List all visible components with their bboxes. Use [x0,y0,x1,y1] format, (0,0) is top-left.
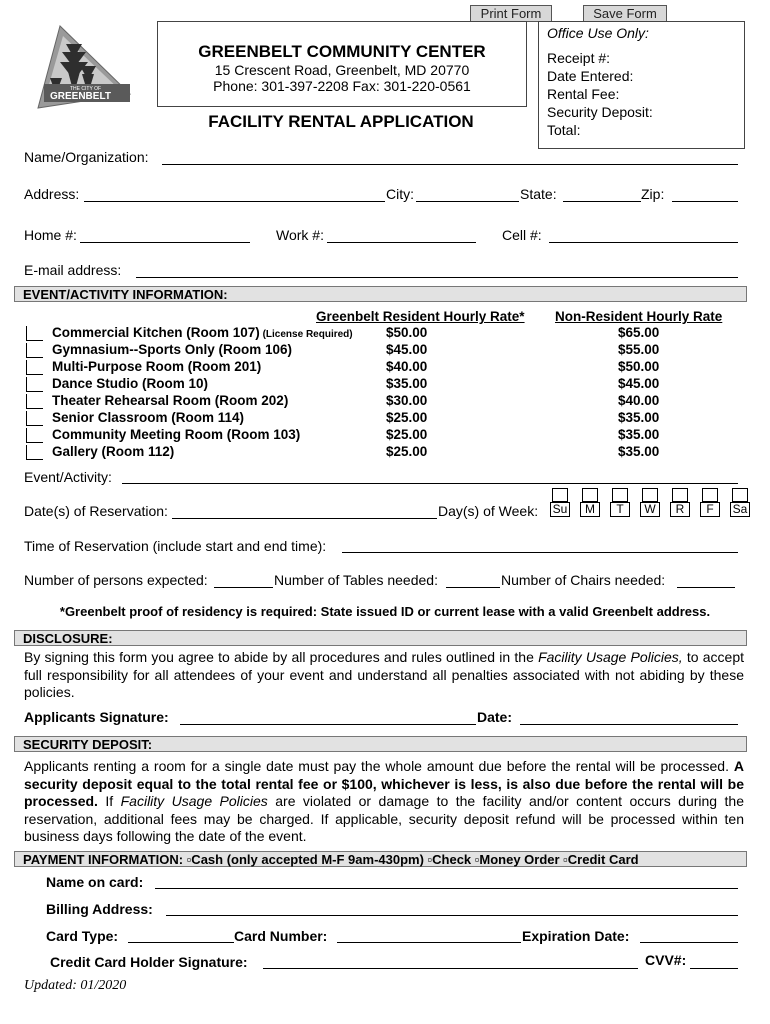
name-on-card-label: Name on card: [46,874,144,890]
disclosure-header: DISCLOSURE: [14,630,747,646]
resident-rate: $25.00 [386,410,428,425]
applicant-signature-label: Applicants Signature: [24,709,169,725]
form-title: FACILITY RENTAL APPLICATION [208,112,474,131]
card-number-field[interactable] [337,942,521,943]
zip-label: Zip: [641,186,665,202]
room-name: Community Meeting Room (Room 103) [52,427,301,442]
security-deposit-text: Applicants renting a room for a single date must pay the whole amount due before the rental will be processed. A security deposit equal to the total rental fee or $100, whichever is less, is also due before the rental will be processed. If Facility Usage Policies are violated or damage to the facility and/or content occurs during the reservation, additional fees may be charged. If applicable, security deposit refund will be processed within ten business days following the date of the event. [24,758,744,844]
name-org-label: Name/Organization: [24,149,149,165]
day-option[interactable] [670,488,688,516]
nonresident-rate: $35.00 [618,427,660,442]
room-name: Commercial Kitchen (Room 107) (License Required) [52,325,353,340]
residency-note: *Greenbelt proof of residency is required: State issued ID or current lease with a valid Greenbelt address. [59,604,711,619]
resident-rate: $45.00 [386,342,428,357]
work-phone-label: Work #: [276,227,324,243]
day-label: T [610,502,630,517]
office-security-deposit-label: Security Deposit: [547,104,653,120]
city-field[interactable] [416,201,519,202]
day-checkbox[interactable] [642,488,658,502]
day-checkbox[interactable] [582,488,598,502]
svg-text:THE CITY OF: THE CITY OF [70,86,102,92]
name-on-card-field[interactable] [155,888,738,889]
card-type-label: Card Type: [46,928,119,944]
day-checkbox[interactable] [612,488,628,502]
nonresident-rate: $35.00 [618,410,660,425]
cardholder-signature-field[interactable] [263,968,638,969]
room-name: Gallery (Room 112) [52,444,175,459]
office-total-label: Total: [547,122,581,138]
day-checkbox[interactable] [702,488,718,502]
svg-text:GREENBELT: GREENBELT [50,91,111,102]
address-label: Address: [24,186,80,202]
org-phone: Phone: 301-397-2208 Fax: 301-220-0561 [213,78,471,94]
room-name: Dance Studio (Room 10) [52,376,209,391]
room-name: Senior Classroom (Room 114) [52,410,245,425]
day-label: M [580,502,600,517]
event-activity-field[interactable] [122,483,738,484]
nonresident-rate-header: Non-Resident Hourly Rate [555,309,723,324]
applicant-signature-field[interactable] [180,724,476,725]
room-checkbox[interactable] [26,377,43,392]
day-option[interactable] [550,488,568,516]
billing-address-label: Billing Address: [46,901,153,917]
day-checkbox[interactable] [552,488,568,502]
event-section-header: EVENT/ACTIVITY INFORMATION: [14,286,747,302]
room-checkbox[interactable] [26,394,43,409]
resident-rate: $30.00 [386,393,428,408]
save-form-button[interactable]: Save Form [583,5,667,22]
chairs-needed-label: Number of Chairs needed: [501,572,666,588]
resident-rate: $40.00 [386,359,428,374]
cardholder-signature-label: Credit Card Holder Signature: [50,954,248,970]
room-name: Multi-Purpose Room (Room 201) [52,359,262,374]
day-option[interactable] [580,488,598,516]
room-name: Gymnasium--Sports Only (Room 106) [52,342,293,357]
state-field[interactable] [563,201,641,202]
day-checkbox[interactable] [732,488,748,502]
day-option[interactable] [730,488,748,516]
nonresident-rate: $45.00 [618,376,660,391]
room-note: (License Required) [259,329,353,340]
updated-date: Updated: 01/2020 [24,978,127,993]
header-box [157,21,527,107]
office-receipt-label: Receipt #: [547,50,611,66]
cell-phone-field[interactable] [549,242,738,243]
address-field[interactable] [84,201,385,202]
room-name: Theater Rehearsal Room (Room 202) [52,393,289,408]
state-label: State: [520,186,557,202]
chairs-needed-field[interactable] [677,587,735,588]
office-use-box [538,21,745,149]
day-label: Sa [730,502,750,517]
print-form-button[interactable]: Print Form [470,5,552,22]
org-name: GREENBELT COMMUNITY CENTER [198,42,486,61]
city-label: City: [386,186,414,202]
nonresident-rate: $65.00 [618,325,660,340]
room-checkbox[interactable] [26,343,43,358]
security-deposit-header: SECURITY DEPOSIT: [14,736,747,752]
day-label: R [670,502,690,517]
org-address: 15 Crescent Road, Greenbelt, MD 20770 [214,62,470,78]
day-label: F [700,502,720,517]
day-option[interactable] [610,488,628,516]
greenbelt-logo [30,22,134,112]
room-checkbox[interactable] [26,445,43,460]
nonresident-rate: $50.00 [618,359,660,374]
disclosure-text: By signing this form you agree to abide by all procedures and rules outlined in the Facility Usage Policies, to accept full responsibility for all attendees of your event and understand all penalties associated with not abiding by these policies. [24,649,744,700]
expiration-date-label: Expiration Date: [522,928,630,944]
card-number-label: Card Number: [234,928,328,944]
expiration-date-field[interactable] [640,942,738,943]
cvv-label: CVV#: [645,952,687,968]
resident-rate: $25.00 [386,427,428,442]
nonresident-rate: $40.00 [618,393,660,408]
persons-expected-label: Number of persons expected: [24,572,208,588]
nonresident-rate: $35.00 [618,444,660,459]
home-phone-field[interactable] [80,242,250,243]
resident-rate: $50.00 [386,325,428,340]
tables-needed-field[interactable] [446,587,500,588]
reservation-time-field[interactable] [342,552,738,553]
resident-rate: $35.00 [386,376,428,391]
day-option[interactable] [640,488,658,516]
home-phone-label: Home #: [24,227,77,243]
room-checkbox[interactable] [26,428,43,443]
nonresident-rate: $55.00 [618,342,660,357]
day-label: Su [550,502,570,517]
signature-date-field[interactable] [520,724,738,725]
billing-address-field[interactable] [166,915,738,916]
card-type-field[interactable] [128,942,234,943]
signature-date-label: Date: [477,709,513,725]
reservation-dates-field[interactable] [172,518,437,519]
office-date-entered-label: Date Entered: [547,68,634,84]
reservation-time-label: Time of Reservation (include start and end time): [24,538,327,554]
cvv-field[interactable] [690,968,738,969]
email-label: E-mail address: [24,262,122,278]
day-checkbox[interactable] [672,488,688,502]
room-checkbox[interactable] [26,360,43,375]
room-checkbox[interactable] [26,326,43,341]
days-of-week-label: Day(s) of Week: [438,503,539,519]
reservation-dates-label: Date(s) of Reservation: [24,503,168,519]
persons-expected-field[interactable] [214,587,273,588]
resident-rate: $25.00 [386,444,428,459]
payment-info-header: PAYMENT INFORMATION: ▫Cash (only accepted M-F 9am-430pm) ▫Check ▫Money Order ▫Credit Card [14,851,747,867]
zip-field[interactable] [672,201,738,202]
email-field[interactable] [136,277,738,278]
cell-phone-label: Cell #: [502,227,542,243]
day-option[interactable] [700,488,718,516]
resident-rate-header: Greenbelt Resident Hourly Rate* [316,309,525,324]
event-activity-label: Event/Activity: [24,469,112,485]
work-phone-field[interactable] [327,242,476,243]
office-use-heading: Office Use Only: [547,25,649,41]
room-checkbox[interactable] [26,411,43,426]
day-label: W [640,502,660,517]
office-rental-fee-label: Rental Fee: [547,86,620,102]
tables-needed-label: Number of Tables needed: [274,572,438,588]
name-org-field[interactable] [162,164,738,165]
